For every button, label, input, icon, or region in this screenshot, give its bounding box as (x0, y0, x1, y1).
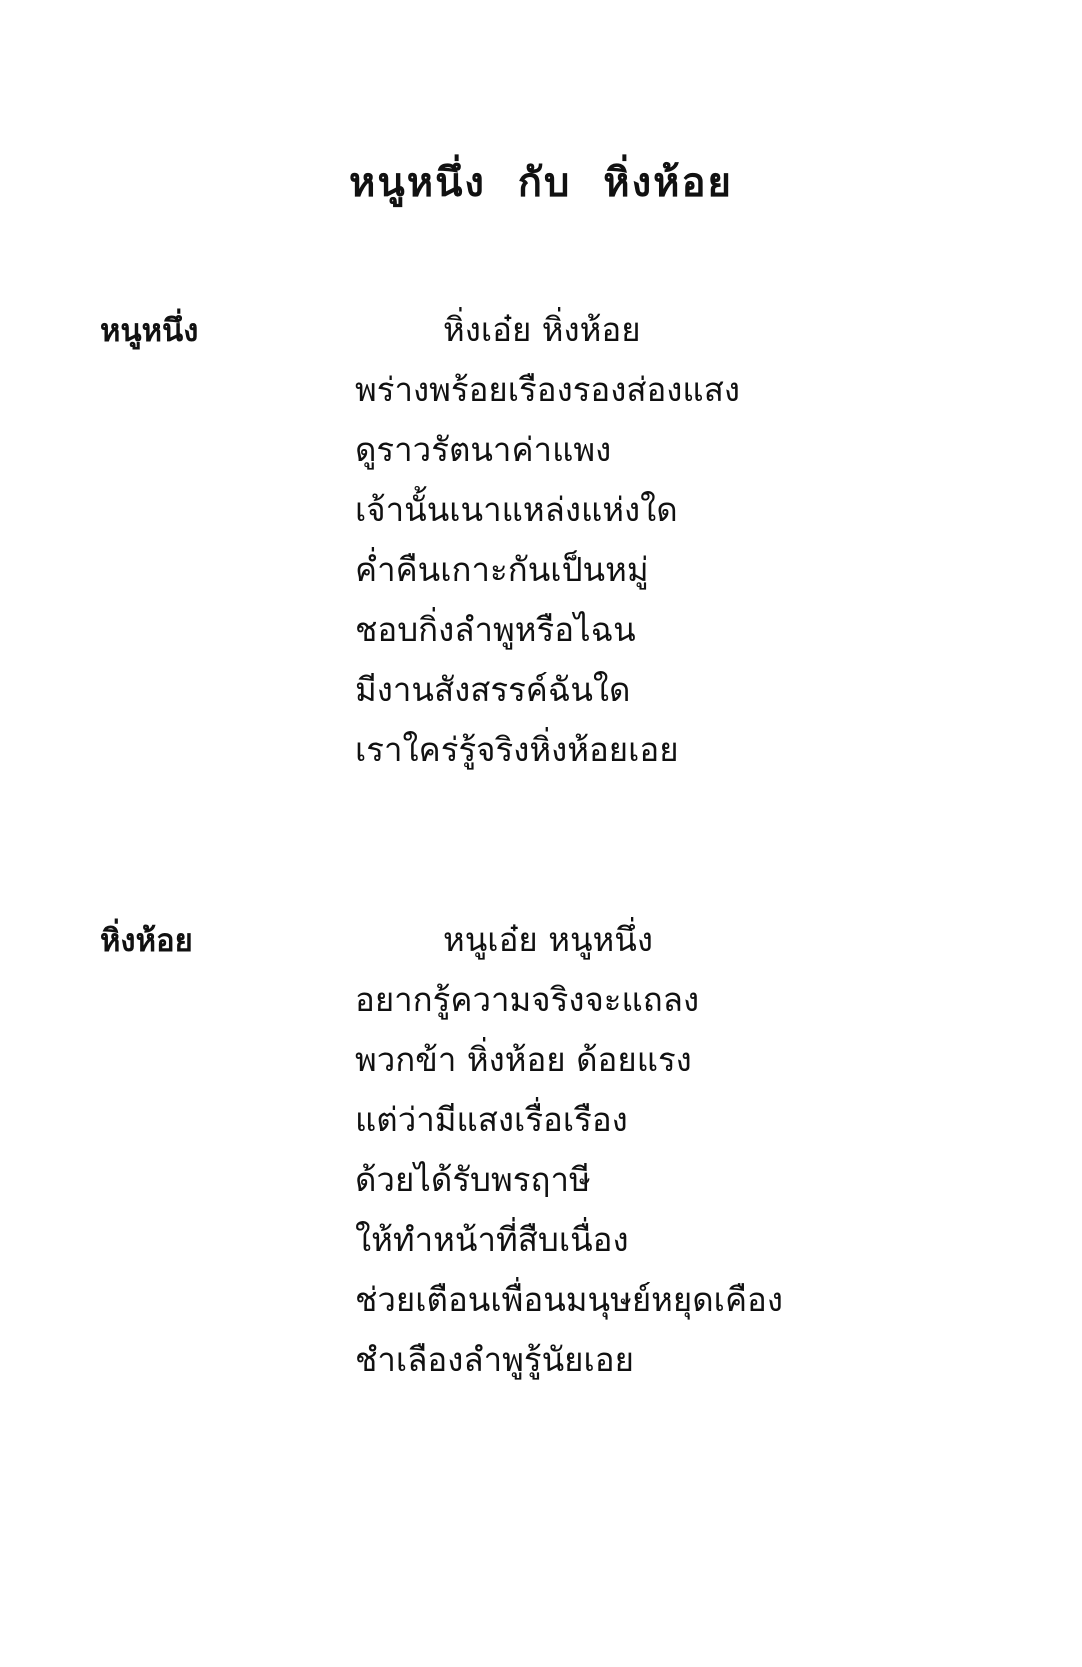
speaker-label-firefly: หิ่งห้อย (100, 923, 193, 959)
stanza-mouse (355, 300, 915, 780)
verse-line: หิ่งเอ๋ย หิ่งห้อย (443, 310, 641, 349)
verse-line: ช่วยเตือนเพื่อนมนุษย์หยุดเคือง (355, 1280, 783, 1319)
verse-line: ด้วยได้รับพรฤาษี (355, 1160, 591, 1199)
verse-line: ชอบกิ่งลำพูหรือไฉน (355, 610, 636, 649)
verse-line: ค่ำคืนเกาะกันเป็นหมู่ (355, 550, 649, 589)
verse-line: มีงานสังสรรค์ฉันใด (355, 670, 631, 709)
verse-line: พวกข้า หิ่งห้อย ด้อยแรง (355, 1040, 692, 1079)
verse-line: ชำเลืองลำพูรู้นัยเอย (355, 1340, 634, 1379)
verse-line: เจ้านั้นเนาแหล่งแห่งใด (355, 490, 678, 529)
verse-line: ดูราวรัตนาค่าแพง (355, 430, 612, 469)
verse-line: แต่ว่ามีแสงเรื่อเรือง (355, 1100, 628, 1139)
verse-line: พร่างพร้อยเรืองรองส่องแสง (355, 370, 740, 409)
speaker-label-mouse: หนูหนึ่ง (100, 313, 199, 349)
verse-line: เราใคร่รู้จริงหิ่งห้อยเอย (355, 730, 679, 769)
verse-line: อยากรู้ความจริงจะแถลง (355, 980, 700, 1019)
stanza-firefly (355, 910, 915, 1390)
verse-line: ให้ทำหน้าที่สืบเนื่อง (355, 1220, 629, 1259)
verse-line: หนูเอ๋ย หนูหนึ่ง (443, 920, 653, 959)
poem-title: หนูหนึ่ง กับ หิ่งห้อย (349, 159, 733, 206)
